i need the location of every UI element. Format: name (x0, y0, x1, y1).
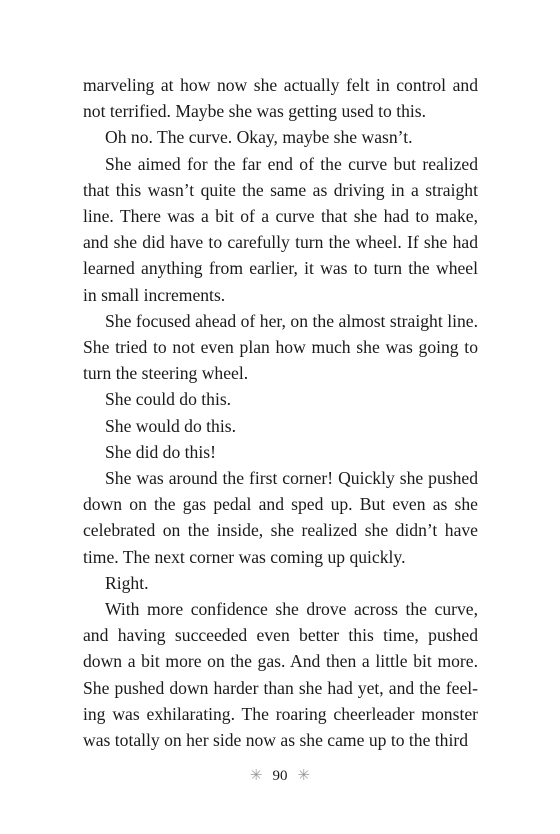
page-number: 90 (272, 768, 288, 784)
asterisk-ornament-icon: ✳ (249, 768, 263, 784)
paragraph: She aimed for the far end of the curve but realized that this wasn’t quite the same as driving in a straight line. There was a bit of a curve that she had to make, and she did have to carefully turn the wheel. If she had learned anything from earlier, it was to turn the wheel in small increments. (83, 153, 478, 305)
paragraph: She did do this! (105, 441, 216, 462)
paragraph: Right. (105, 572, 149, 593)
paragraph: Oh no. The curve. Okay, maybe she wasn’t. (105, 127, 413, 148)
page-footer (0, 768, 560, 785)
paragraph: marveling at how now she actually felt in control and not terrified. Maybe she was getting used to this. (83, 75, 478, 122)
paragraph: She would do this. (105, 415, 236, 436)
asterisk-ornament-icon: ✳ (297, 768, 311, 784)
paragraph: She focused ahead of her, on the almost straight line. She tried to not even plan how much she was going to turn the steering wheel. (83, 310, 478, 384)
page-body (83, 72, 478, 753)
paragraph: With more confidence she drove across the curve, and having succeeded even better this time, pushed down a bit more on the gas. And then a little bit more. She pushed down harder than she had yet, and the feel-ing was exhilarating. The roaring cheerleader monster was totally on her side now as she came up to the third (83, 599, 478, 751)
paragraph: She could do this. (105, 389, 232, 410)
paragraph: She was around the first corner! Quickly she pushed down on the gas pedal and sped up. But even as she celebrated on the inside, she realized she didn’t have time. The next corner was coming up quickly. (83, 468, 478, 567)
